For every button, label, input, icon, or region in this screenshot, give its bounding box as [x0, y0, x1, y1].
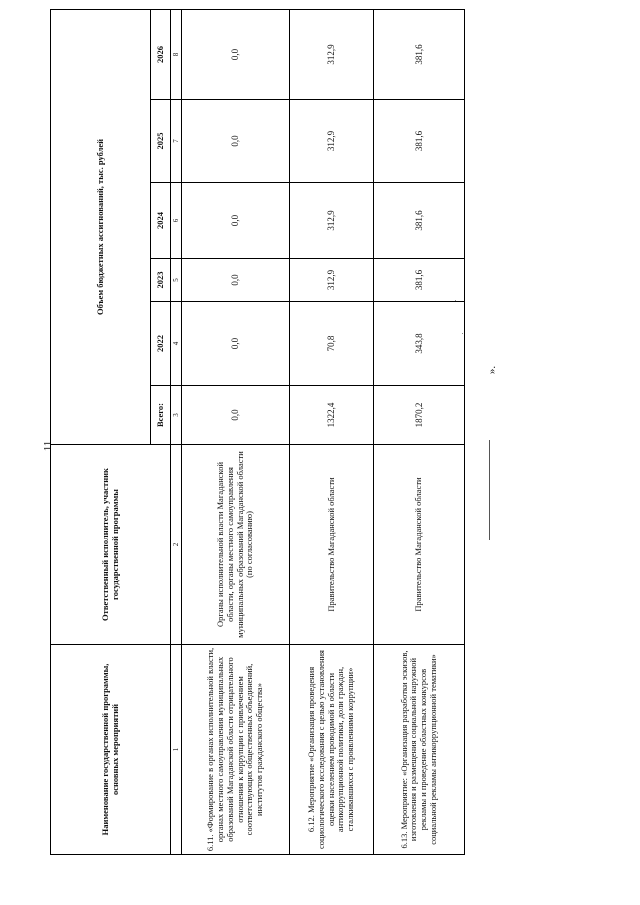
separator-line	[489, 440, 490, 540]
header-budget-group: Объем бюджетных ассигнований, тыс. рублей	[51, 9, 151, 444]
column-number: 7	[171, 100, 182, 183]
year-value: 0,0	[182, 302, 290, 386]
header-executor: Ответственный исполнитель, участник государственной программы	[51, 445, 171, 645]
year-value: 381,6	[374, 9, 465, 99]
year-value: 312,9	[290, 259, 374, 302]
year-value: 312,9	[290, 183, 374, 259]
year-value: 343,8	[374, 302, 465, 386]
event-name: 6.11. «Формирование в органах исполнительной власти, органах местного самоуправления муниципальных образований Магаданской области отрицательного отношения к коррупции с привлечением соответствующих общественных объединений, институтов гражданского общества»	[182, 645, 290, 855]
column-number: 5	[171, 259, 182, 302]
year-value: 381,6	[374, 100, 465, 183]
event-executor: Правительство Магаданской области	[374, 445, 465, 645]
column-number: 8	[171, 9, 182, 99]
table-row	[182, 9, 290, 854]
event-name: 6.12. Мероприятие «Организация проведения социологического исследования с целью установления оценки населением проводимой в области антикоррупционной политики, доли граждан, сталкивавшихся с проявлениями коррупции»	[290, 645, 374, 855]
budget-table	[50, 9, 465, 855]
year-value: 381,6	[374, 183, 465, 259]
header-year-2023: 2023	[151, 259, 171, 302]
year-value: 70,8	[290, 302, 374, 386]
column-number: 3	[171, 386, 182, 445]
table-row	[290, 9, 374, 854]
header-year-2024: 2024	[151, 183, 171, 259]
header-year-2025: 2025	[151, 100, 171, 183]
scan-speck	[462, 333, 463, 334]
closing-quote: ».	[486, 365, 499, 375]
table-row	[374, 9, 465, 854]
year-value: 0,0	[182, 259, 290, 302]
year-value: 0,0	[182, 9, 290, 99]
column-number: 6	[171, 183, 182, 259]
column-number-row	[171, 9, 182, 854]
year-value: 0,0	[182, 183, 290, 259]
event-executor: Органы исполнительной власти Магаданской области, органы местного самоуправления муниципальных образований Магаданской области (по согласованию)	[182, 445, 290, 645]
total-value: 0,0	[182, 386, 290, 445]
year-value: 312,9	[290, 9, 374, 99]
total-value: 1870,2	[374, 386, 465, 445]
event-executor: Правительство Магаданской области	[290, 445, 374, 645]
year-value: 0,0	[182, 100, 290, 183]
column-number: 1	[171, 645, 182, 855]
rotated-page-content	[50, 10, 462, 855]
column-number: 4	[171, 302, 182, 386]
total-value: 1322,4	[290, 386, 374, 445]
scan-speck	[455, 300, 456, 301]
year-value: 312,9	[290, 100, 374, 183]
year-value: 381,6	[374, 259, 465, 302]
page-number: 11	[42, 440, 54, 452]
header-total: Всего:	[151, 386, 171, 445]
event-name: 6.13. Мероприятие: «Организация разработки эскизов, изготовления и размещения социальной наружной рекламы и проведение областных конкурсов социальной рекламы антикоррупционной тематики»	[374, 645, 465, 855]
header-name: Наименование государственной программы, основных мероприятий	[51, 645, 171, 855]
column-number: 2	[171, 445, 182, 645]
header-year-2026: 2026	[151, 9, 171, 99]
header-year-2022: 2022	[151, 302, 171, 386]
